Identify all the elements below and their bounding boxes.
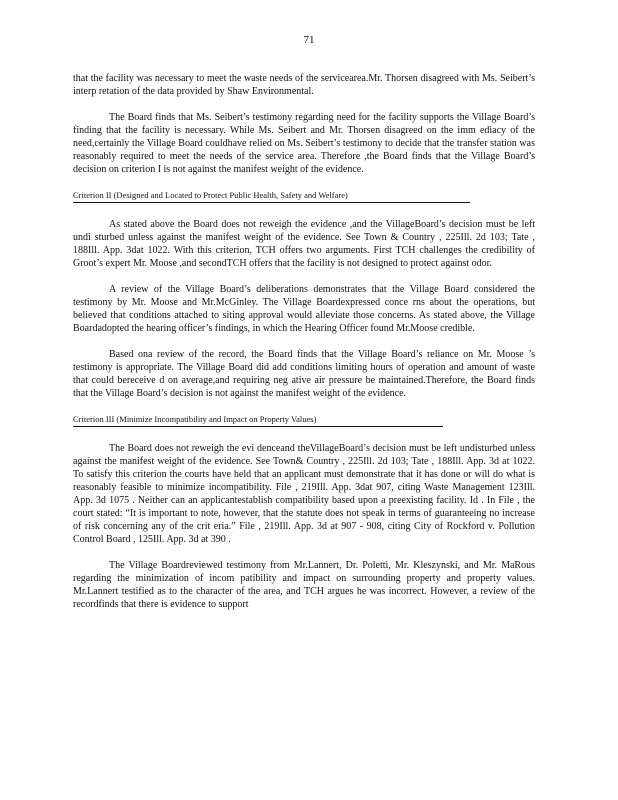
paragraph-criterion-3-testimony: The Village Boardreviewed testimony from Mr.Lannert, Dr. Poletti, Mr. Kleszynski, and Mr. MaRous regarding the minimization of incom patibility and impact on surrounding property and property values. Mr.Lannert testified as to the character of the area, and TCH argues he was incorrect. However, a review of the recordfinds that there is evidence to support bbox=[73, 560, 535, 610]
document-body bbox=[73, 72, 535, 624]
heading-criterion-2: Criterion II (Designed and Located to Protect Public Health, Safety and Welfare) bbox=[73, 189, 470, 203]
paragraph-criterion-2-review: A review of the Village Board’s deliberations demonstrates that the Village Board considered the testimony by Mr. Moose and Mr.McGinley. The Village Boardexpressed conce rns about the operations, but believed that conditions attached to siting approval would alleviate those concerns. As stated above, the Village Boardadopted the hearing officer’s findings, in which the Hearing Officer found Mr.Moose credible. bbox=[73, 284, 535, 334]
paragraph-criterion-1-finding: The Board finds that Ms. Seibert’s testimony regarding need for the facility supports the Village Board’s finding that the facility is necessary. While Ms. Seibert and Mr. Thorsen disagreed on the imm ediacy of the need,certainly the Village Board couldhave relied on Ms. Seibert’s testimony to decide that the transfer station was reasonably required to meet the needs of the service area. Therefore ,the Board finds that the Village Board’s decision on criterion I is not against the manifest weight of the evidence. bbox=[73, 112, 535, 175]
paragraph-need-continuation: that the facility was necessary to meet the waste needs of the servicearea.Mr. Thorsen disagreed with Ms. Seibert’s interp retation of the data provided by Shaw Environmental. bbox=[73, 73, 535, 97]
page-number: 71 bbox=[303, 34, 315, 46]
heading-criterion-3: Criterion III (Minimize Incompatibility and Impact on Property Values) bbox=[73, 413, 443, 427]
paragraph-criterion-3-standard: The Board does not reweigh the evi denceand theVillageBoard’s decision must be left undisturbed unless against the manifest weight of the evidence. See Town& Country , 225Ill. 2d 103; Tate , 188Ill. App. 3d at 1022. To satisfy this criterion the courts have held that an applicant must demonstrate that it has done or will do what is reasonably feasible to minimize incompatibility. File , 219Ill. App. 3dat 907, citing Waste Management 123Ill. App. 3d 1075 . Neither can an applicantestablish compatibility based upon a preexisting facility. Id . In File , the court stated: “It is important to note, however, that the statute does not speak in terms of guaranteeing no increase of risk concerning any of the crit eria.” File , 219Ill. App. 3d at 907 - 908, citing City of Rockford v. Pollution Control Board , 125Ill. App. 3d at 390 . bbox=[73, 443, 535, 545]
paragraph-criterion-2-standard: As stated above the Board does not reweigh the evidence ,and the VillageBoard’s decision must be left undi sturbed unless against the manifest weight of the evidence. See Town & Country , 225Ill. 2d 103; Tate , 188Ill. App. 3dat 1022. With this criterion, TCH offers two arguments. First TCH challenges the credibility of Groot’s expert Mr. Moose ,and secondTCH offers that the facility is not designed to protect against odor. bbox=[73, 219, 535, 269]
paragraph-criterion-2-finding: Based ona review of the record, the Board finds that the Village Board’s reliance on Mr. Moose ’s testimony is appropriate. The Village Board did add conditions limiting hours of operation and amount of waste that could bereceive d on average,and requiring neg ative air pressure be maintained.Therefore, the Board finds that the Village Board’s decision is not against the manifest weight of the evidence. bbox=[73, 349, 535, 399]
